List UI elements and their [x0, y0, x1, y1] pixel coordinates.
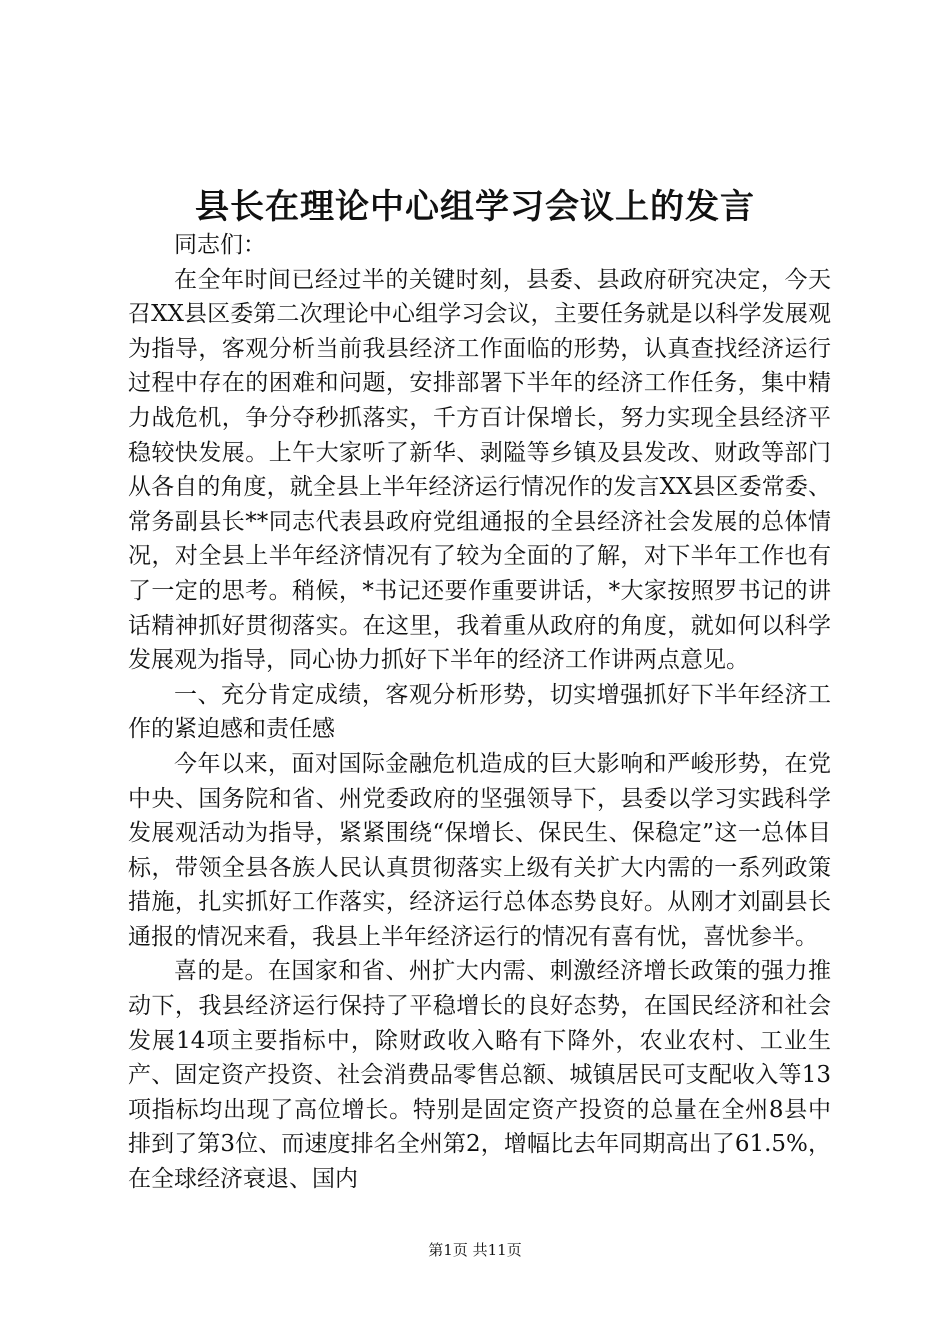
document-body — [128, 228, 831, 1197]
body-paragraph: 今年以来，面对国际金融危机造成的巨大影响和严峻形势，在党中央、国务院和省、州党委政府的坚强领导下，县委以学习实践科学发展观活动为指导，紧紧围绕“保增长、保民生、保稳定”这一总体目标，带领全县各族人民认真贯彻落实上级有关扩大内需的一系列政策措施，扎实抓好工作落实，经济运行总体态势良好。从刚才刘副县长通报的情况来看，我县上半年经济运行的情况有喜有忧，喜忧参半。 — [128, 750, 831, 950]
salutation-paragraph: 同志们： — [174, 232, 266, 258]
page-footer: 第1页 共11页 — [428, 1241, 522, 1259]
page-title: 县长在理论中心组学习会议上的发言 — [195, 187, 755, 227]
body-paragraph: 在全年时间已经过半的关键时刻，县委、县政府研究决定，今天召XX县区委第二次理论中心组学习会议，主要任务就是以科学发展观为指导，客观分析当前我县经济工作面临的形势，认真查找经济运行过程中存在的困难和问题，安排部署下半年的经济工作任务，集中精力战危机，争分夺秒抓落实，千方百计保增长，努力实现全县经济平稳较快发展。上午大家听了新华、剥隘等乡镇及县发改、财政等部门从各自的角度，就全县上半年经济运行情况作的发言XX县区委常委、常务副县长**同志代表县政府党组通报的全县经济社会发展的总体情况，对全县上半年经济情况有了较为全面的了解，对下半年工作也有了一定的思考。稍候，*书记还要作重要讲话，*大家按照罗书记的讲话精神抓好贯彻落实。在这里，我着重从政府的角度，就如何以科学发展观为指导，同心协力抓好下半年的经济工作讲两点意见。 — [128, 266, 831, 674]
body-paragraph: 喜的是。在国家和省、州扩大内需、刺激经济增长政策的强力推动下，我县经济运行保持了平稳增长的良好态势，在国民经济和社会发展14项主要指标中，除财政收入略有下降外，农业农村、工业生产、固定资产投资、社会消费品零售总额、城镇居民可支配收入等13项指标均出现了高位增长。特别是固定资产投资的总量在全州8县中排到了第3位、而速度排名全州第2，增幅比去年同期高出了61.5%，在全球经济衰退、国内 — [128, 958, 831, 1193]
section-heading-paragraph: 一、充分肯定成绩，客观分析形势，切实增强抓好下半年经济工作的紧迫感和责任感 — [128, 681, 831, 743]
